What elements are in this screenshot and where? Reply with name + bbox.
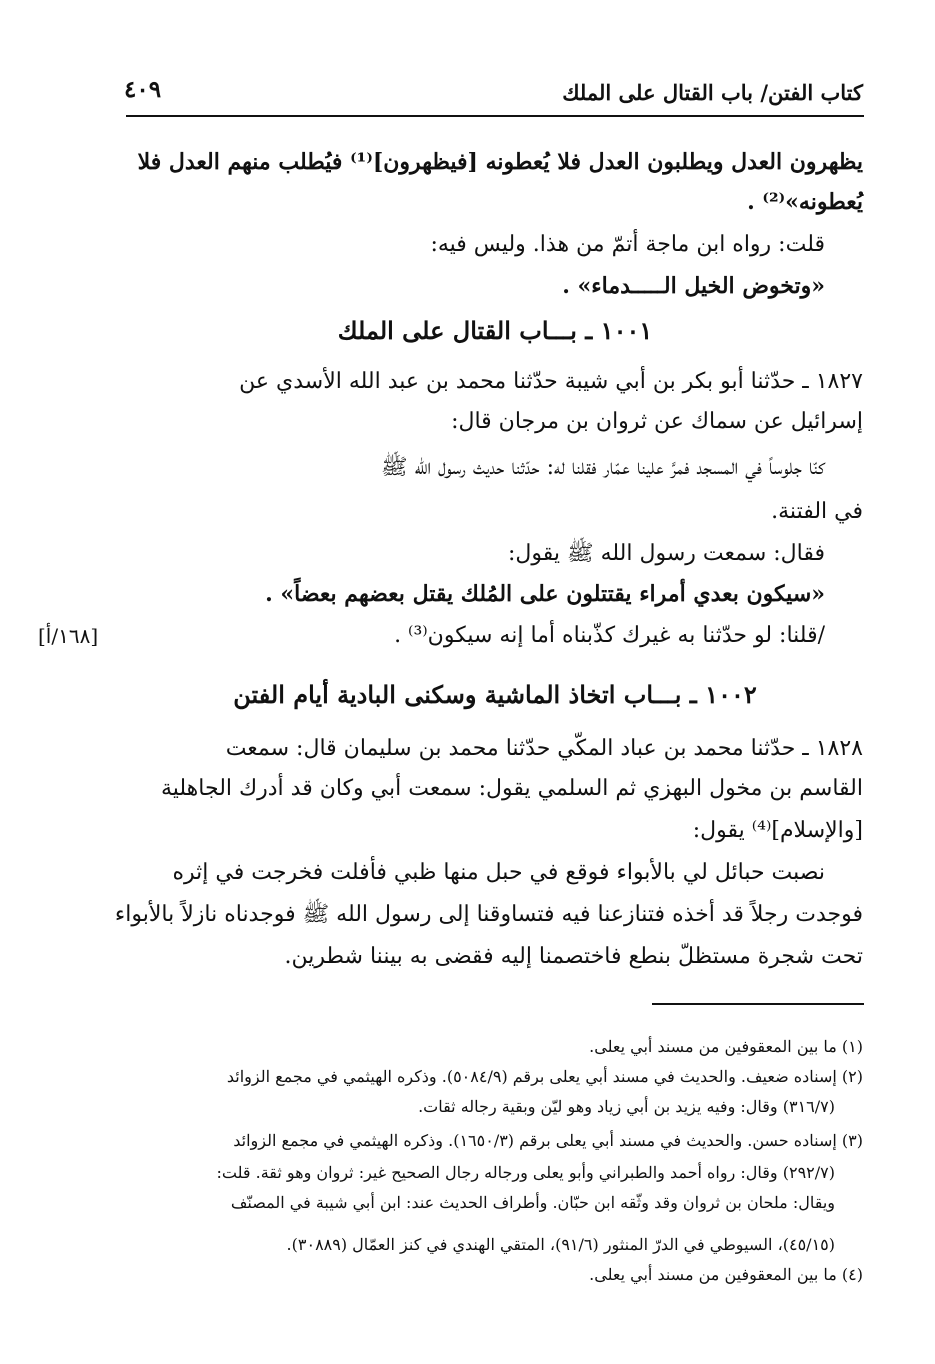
footnote-line: (١) ما بين المعقوفين من مسند أبي يعلى. bbox=[589, 1037, 863, 1056]
body-line: كنّا جلوساً في المسجد فمرَّ علينا عمّار فقلنا له: حدّثنا حديث رسول الله ﷺ bbox=[381, 455, 825, 480]
body-line: في الفتنة. bbox=[771, 499, 863, 524]
footnote-line: (٢) إسناده ضعيف. والحديث في مسند أبي يعلى برقم (٥٠٨٤/٩). وذكره الهيثمي في مجمع الزوائد bbox=[226, 1067, 863, 1086]
body-line: نصبت حبائل لي بالأبواء فوقع في حبل منها ظبي فأفلت فخرجت في إثره bbox=[172, 860, 825, 885]
manuscript-folio-note: [١٦٨/أ] bbox=[38, 624, 99, 648]
footnote-line: (٣) إسناده حسن. والحديث في مسند أبي يعلى برقم (١٦٥٠/٣). وذكره الهيثمي في مجمع الزوائد bbox=[233, 1131, 863, 1150]
page-number: ٤٠٩ bbox=[124, 76, 162, 103]
body-line: يُعطونه»⁽²⁾ . bbox=[747, 189, 863, 215]
section-heading: ١٠٠٢ ـ بـــاب اتخاذ الماشية وسكنى البادية أيام الفتن bbox=[233, 680, 757, 709]
body-line: ١٨٢٧ ـ حدّثنا أبو بكر بن أبي شيبة حدّثنا محمد بن عبد الله الأسدي عن bbox=[239, 369, 863, 394]
header-rule bbox=[126, 115, 864, 117]
body-line: قلت: رواه ابن ماجة أتمّ من هذا. وليس فيه: bbox=[430, 232, 825, 257]
footnote-rule bbox=[652, 1003, 864, 1005]
body-line: «سيكون بعدي أمراء يقتتلون على المُلك يقتل بعضهم بعضاً» . bbox=[265, 581, 825, 607]
body-line: ١٨٢٨ ـ حدّثنا محمد بن عباد المكّي حدّثنا محمد بن سليمان قال: سمعت bbox=[225, 736, 863, 761]
footnote-line: (٣١٦/٧) وقال: وفيه يزيد بن أبي زياد وهو ليّن وبقية رجاله ثقات. bbox=[418, 1097, 835, 1116]
body-line: فقال: سمعت رسول الله ﷺ يقول: bbox=[508, 541, 825, 566]
body-line: تحت شجرة مستظلّ بنطع فاختصمنا إليه فقضى به بيننا شطرين. bbox=[284, 944, 863, 969]
body-line: /قلنا: لو حدّثنا به غيرك كذّبناه أما إنه سيكون⁽³⁾ . bbox=[394, 623, 825, 648]
body-line: إسرائيل عن سماك عن ثروان بن مرجان قال: bbox=[451, 409, 863, 434]
body-line: يظهرون العدل ويطلبون العدل فلا يُعطونه [فيظهرون]⁽¹⁾ فيُطلب منهم العدل فلا bbox=[137, 149, 863, 175]
footnote-line: (٤٥/١٥)، السيوطي في الدرّ المنثور (٩١/٦)، المتقي الهندي في كنز العمّال (٣٠٨٨٩). bbox=[286, 1235, 835, 1254]
section-heading: ١٠٠١ ـ بـــاب القتال على الملك bbox=[337, 316, 653, 345]
running-header-title: كتاب الفتن/ باب القتال على الملك bbox=[562, 80, 863, 105]
footnote-line: ويقال: ملحان بن ثروان وقد وثّقه ابن حبّان. وأطراف الحديث عند: ابن أبي شيبة في المصنّف bbox=[230, 1193, 835, 1212]
body-line: فوجدت رجلاً قد أخذه فتنازعنا فيه فتساوقنا إلى رسول الله ﷺ فوجدناه نازلاً بالأبواء bbox=[114, 902, 863, 927]
body-line: القاسم بن مخول البهزي ثم السلمي يقول: سمعت أبي وكان قد أدرك الجاهلية bbox=[160, 776, 863, 801]
footnote-line: (٢٩٢/٧) وقال: رواه أحمد والطبراني وأبو يعلى ورجاله رجال الصحيح غير: ثروان وهو ثقة. قلت: bbox=[216, 1163, 835, 1182]
body-line: «وتخوض الخيل الـــــدماء» . bbox=[562, 273, 825, 299]
footnote-line: (٤) ما بين المعقوفين من مسند أبي يعلى. bbox=[589, 1265, 863, 1284]
body-line: [والإسلام]⁽⁴⁾ يقول: bbox=[692, 818, 863, 843]
